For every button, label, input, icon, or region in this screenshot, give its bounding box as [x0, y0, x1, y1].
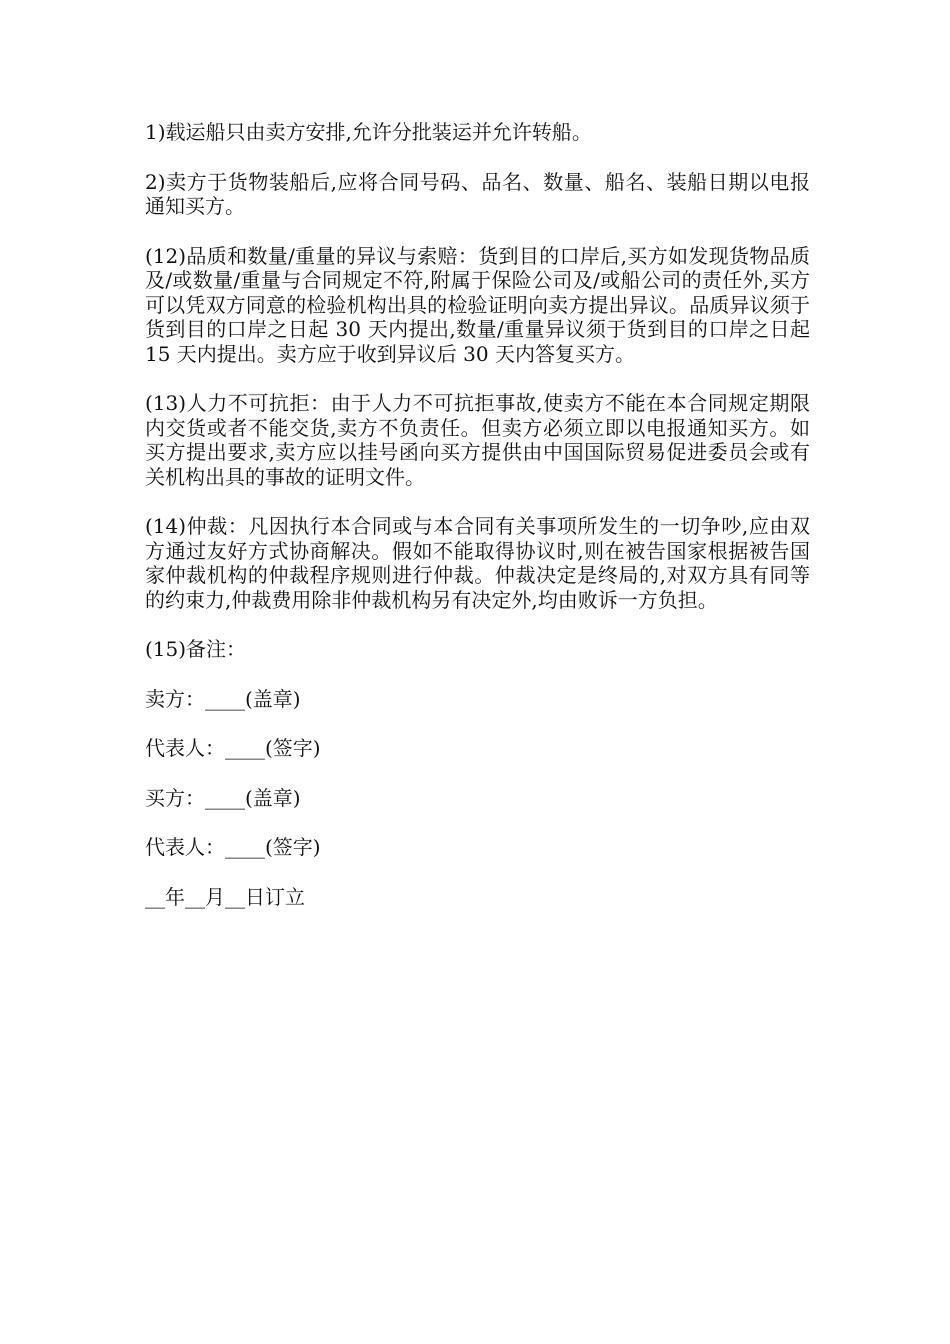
seller-seal-line: 卖方：____(盖章) — [145, 686, 301, 711]
clause-13-force-majeure: (13)人力不可抗拒：由于人力不可抗拒事故,使卖方不能在本合同规定期限内交货或者不能交货,卖方不负责任。但卖方必须立即以电报通知买方。如买方提出要求,卖方应以挂号函向买方提供由中国国际贸易促进委员会或有关机构出具的事故的证明文件。 — [145, 391, 810, 489]
buyer-representative-line: 代表人：____(签字) — [145, 835, 321, 859]
clause-shipment-notice: 2)卖方于货物装船后,应将合同号码、品名、数量、船名、装船日期以电报通知买方。 — [145, 169, 810, 218]
clause-14-arbitration: (14)仲裁：凡因执行本合同或与本合同有关事项所发生的一切争吵,应由双方通过友好方式协商解决。假如不能取得协议时,则在被告国家根据被告国家仲裁机构的仲裁程序规则进行仲裁。仲裁决定是终局的,对双方具有同等的约束力,仲裁费用除非仲裁机构另有决定外,均由败诉一方负担。 — [145, 514, 810, 612]
clause-15-remarks: (15)备注： — [145, 637, 247, 661]
seller-representative-line: 代表人：____(签字) — [145, 736, 321, 760]
signing-date-line: __年__月__日订立 — [145, 884, 305, 909]
document-body — [145, 120, 817, 934]
buyer-seal-line: 买方：____(盖章) — [145, 785, 301, 810]
clause-12-claims: (12)品质和数量/重量的异议与索赔：货到目的口岸后,买方如发现货物品质及/或数量/重量与合同规定不符,附属于保险公司及/或船公司的责任外,买方可以凭双方同意的检验机构出具的检验证明向卖方提出异议。品质异议须于货到目的口岸之日起 30 天内提出,数量/重量异议须于货到目的口岸之日起 15 天内提出。卖方应于收到异议后 30 天内答复买方。 — [145, 243, 817, 366]
clause-shipment-arrangement: 1)载运船只由卖方安排,允许分批装运并允许转船。 — [145, 120, 592, 144]
